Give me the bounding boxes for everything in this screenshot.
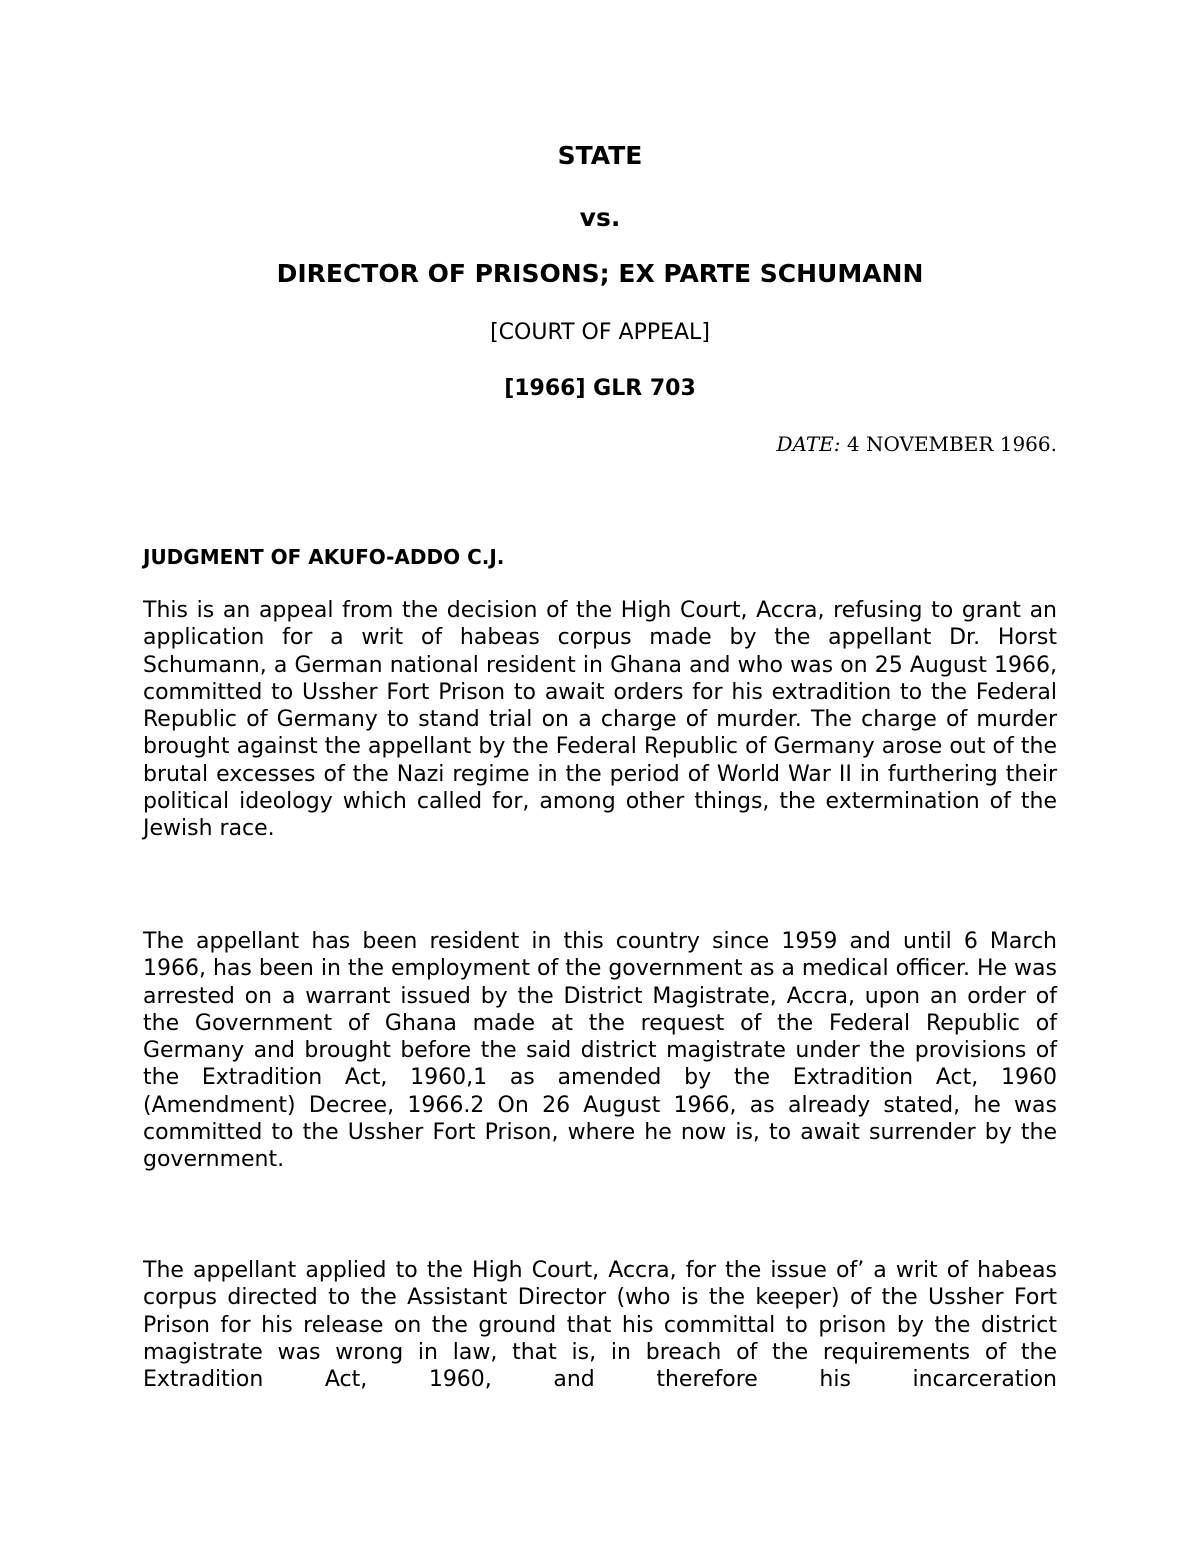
date-value: 4 NOVEMBER 1966. bbox=[840, 432, 1057, 456]
case-title-state: STATE bbox=[557, 141, 643, 170]
court-name: [COURT OF APPEAL] bbox=[490, 320, 710, 345]
case-citation: [1966] GLR 703 bbox=[504, 376, 696, 401]
judgment-date bbox=[776, 432, 1057, 456]
paragraph-1: This is an appeal from the decision of the High Court, Accra, refusing to grant an application for a writ of habeas corpus made by the appellant Dr. Horst Schumann, a German national resident in Ghana and who was on 25 August 1966, committed to Ussher Fort Prison to await orders for his extradition to the Federal Republic of Germany to stand trial on a charge of murder. The charge of murder brought against the appellant by the Federal Republic of Germany arose out of the brutal excesses of the Nazi regime in the period of World War II in furthering their political ideology which called for, among other things, the extermination of the Jewish race. bbox=[143, 598, 1057, 842]
paragraph-3: The appellant applied to the High Court, Accra, for the issue of’ a writ of habeas corpus directed to the Assistant Director (who is the keeper) of the Ussher Fort Prison for his release on the ground that his committal to prison by the district magistrate was wrong in law, that is, in breach of the requirements of the Extradition Act, 1960, and therefore his incarceration bbox=[143, 1258, 1057, 1393]
judgment-heading: JUDGMENT OF AKUFO-ADDO C.J. bbox=[143, 545, 505, 569]
case-title-respondent: DIRECTOR OF PRISONS; EX PARTE SCHUMANN bbox=[276, 259, 924, 288]
case-title-versus: vs. bbox=[579, 203, 621, 232]
date-label: DATE: bbox=[776, 432, 841, 456]
paragraph-2: The appellant has been resident in this country since 1959 and until 6 March 1966, has been in the employment of the government as a medical officer. He was arrested on a warrant issued by the District Magistrate, Accra, upon an order of the Government of Ghana made at the request of the Federal Republic of Germany and brought before the said district magistrate under the provisions of the Extradition Act, 1960,1 as amended by the Extradition Act, 1960 (Amendment) Decree, 1966.2 On 26 August 1966, as already stated, he was committed to the Ussher Fort Prison, where he now is, to await surrender by the government. bbox=[143, 929, 1057, 1173]
